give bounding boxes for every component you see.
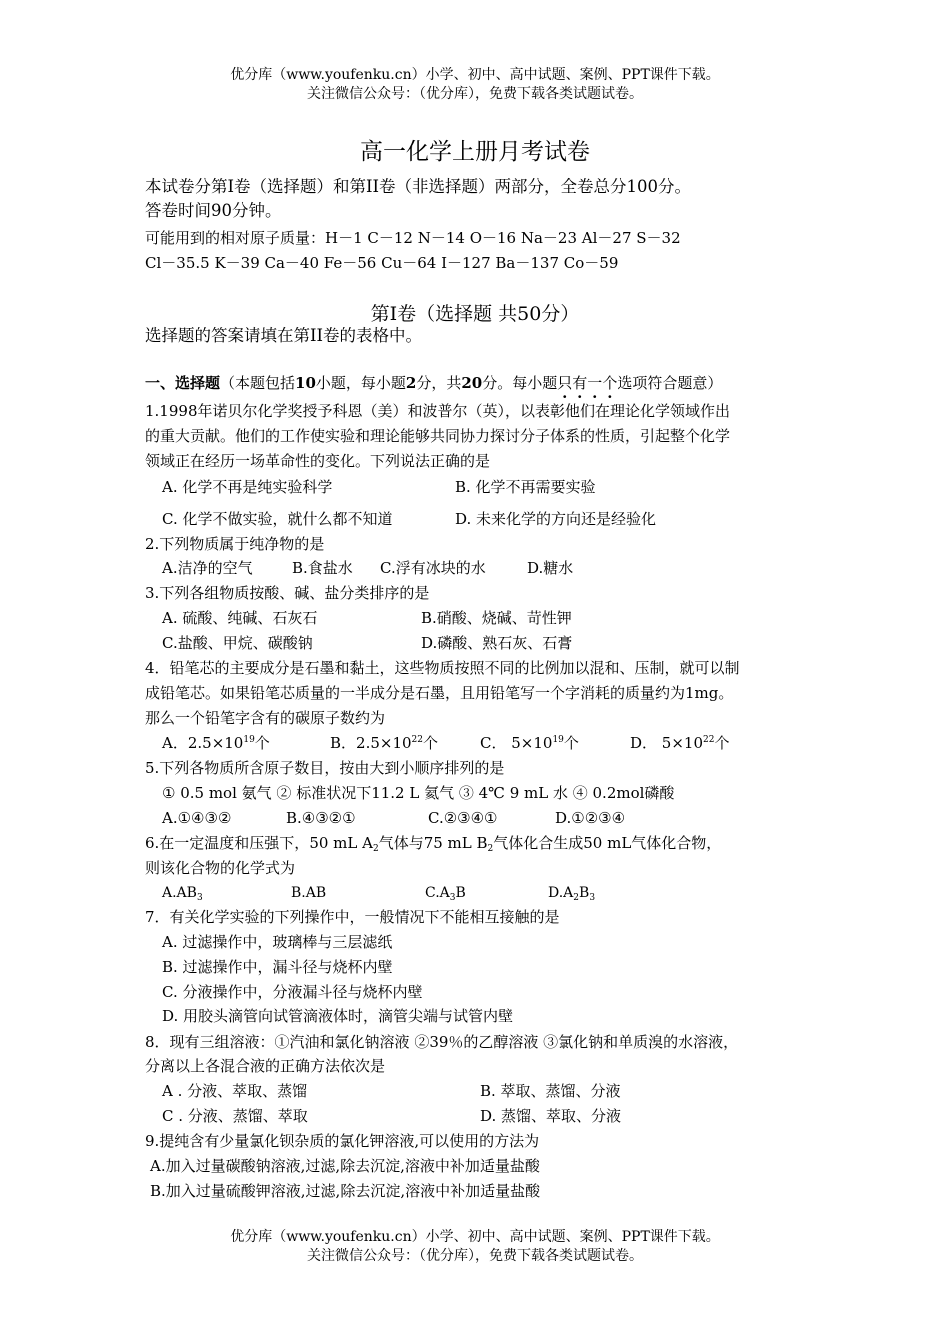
- part-desc: 分。每小题: [482, 374, 558, 392]
- q7-option-b: B. 过滤操作中，漏斗径与烧杯内壁: [162, 958, 393, 976]
- q4-option-c: C． $5\times 10^{19}$个: [480, 734, 579, 752]
- q7-option-a: A. 过滤操作中，玻璃棒与三层滤纸: [162, 933, 393, 951]
- q3-stem: 3.下列各组物质按酸、碱、盐分类排序的是: [145, 584, 430, 602]
- q9-option-b: B.加入过量硫酸钾溶液,过滤,除去沉淀,溶液中补加适量盐酸: [150, 1182, 541, 1200]
- q8-stem-2: 分离以上各混合液的正确方法依次是: [145, 1057, 386, 1075]
- q1-option-a: A. 化学不再是纯实验科学: [162, 478, 333, 496]
- intro-line-1: 本试卷分第Ⅰ卷（选择题）和第II卷（非选择题）两部分，全卷总分100分。: [145, 177, 692, 196]
- part-total: 20: [461, 374, 483, 392]
- part-desc: 小题，每小题: [315, 374, 406, 392]
- q3-option-b: B.硝酸、烧碱、苛性钾: [421, 609, 572, 627]
- q1-stem-2: 的重大贡献。他们的工作使实验和理论能够共同协力探讨分子体系的性质，引起整个化学: [145, 427, 731, 445]
- q7-option-c: C. 分液操作中，分液漏斗径与烧杯内壁: [162, 983, 423, 1001]
- q2-option-d: D.糖水: [527, 559, 574, 577]
- q9-stem: 9.提纯含有少量氯化钡杂质的氯化钾溶液,可以使用的方法为: [145, 1132, 540, 1150]
- part-desc: （本题包括: [220, 374, 296, 392]
- intro-line-2: 答卷时间90分钟。: [145, 201, 282, 220]
- q6-option-a: $A.AB_3$: [162, 885, 203, 903]
- q1-option-d: D. 未来化学的方向还是经验化: [455, 510, 657, 528]
- section-title: 第Ⅰ卷（选择题 共50分）: [370, 303, 580, 325]
- q8-option-c: C . 分液、蒸馏、萃取: [162, 1107, 308, 1125]
- q8-option-b: B. 萃取、蒸馏、分液: [480, 1082, 621, 1100]
- part-label: 一、选择题: [145, 374, 221, 392]
- q6-stem-1: 6.在一定温度和压强下，50 mL $A_2$气体与75 mL $B_2$气体化合生成50 mL气体化合物，: [145, 834, 722, 854]
- q2-option-c: C.浮有冰块的水: [380, 559, 486, 577]
- q5-option-c: C.②③④①: [428, 809, 498, 827]
- q6-stem-2: 则该化合物的化学式为: [145, 859, 296, 877]
- q6-option-c: $C.A_3B$: [425, 885, 466, 903]
- q4-option-a: A．$2.5\times 10^{19}$个: [162, 734, 270, 752]
- part-emphasis: 只有一个: [557, 374, 618, 392]
- q1-option-c: C. 化学不做实验，就什么都不知道: [162, 510, 393, 528]
- q7-option-d: D. 用胶头滴管向试管滴液体时，滴管尖端与试管内壁: [162, 1007, 514, 1025]
- q4-option-b: B．$2.5\times 10^{22}$个: [330, 734, 439, 752]
- header-line-2: 关注微信公众号：（优分库），免费下载各类试题试卷。: [307, 86, 643, 102]
- q3-option-c: C.盐酸、甲烷、碳酸钠: [162, 634, 313, 652]
- q4-option-d: D． $5\times 10^{22}$个: [630, 734, 730, 752]
- atomic-masses-line-1: 可能用到的相对原子质量：H－1 C－12 N－14 O－16 Na－23 Al－27 S－32: [145, 229, 681, 247]
- q9-option-a: A.加入过量碳酸钠溶液,过滤,除去沉淀,溶液中补加适量盐酸: [150, 1157, 540, 1175]
- q5-option-a: A.①④③②: [162, 809, 232, 827]
- page-title: 高一化学上册月考试卷: [360, 139, 590, 165]
- q8-option-d: D. 蒸馏、萃取、分液: [480, 1107, 622, 1125]
- q4-stem-3: 那么一个铅笔字含有的碳原子数约为: [145, 709, 386, 727]
- q6-option-d: $D.A_2B_3$: [548, 885, 596, 903]
- q8-stem-1: 8．现有三组溶液：①汽油和氯化钠溶液 ②39％的乙醇溶液 ③氯化钠和单质溴的水溶液，: [145, 1033, 739, 1051]
- q5-option-b: B.④③②①: [286, 809, 356, 827]
- q2-option-b: B.食盐水: [292, 559, 353, 577]
- part-heading: [145, 373, 722, 393]
- q3-option-d: D.磷酸、熟石灰、石膏: [421, 634, 573, 652]
- section-note: 选择题的答案请填在第II卷的表格中。: [145, 326, 423, 345]
- q1-option-b: B. 化学不再需要实验: [455, 478, 596, 496]
- q4-stem-1: 4．铅笔芯的主要成分是石墨和黏土，这些物质按照不同的比例加以混和、压制，就可以制: [145, 659, 740, 677]
- atomic-masses-line-2: Cl－35.5 K－39 Ca－40 Fe－56 Cu－64 I－127 Ba－137 Co－59: [145, 254, 619, 272]
- part-count: 10: [295, 374, 316, 392]
- part-points: 2: [405, 374, 417, 392]
- q2-option-a: A.洁净的空气: [162, 559, 253, 577]
- q5-option-d: D.①②③④: [555, 809, 626, 827]
- q5-stem: 5.下列各物质所含原子数目，按由大到小顺序排列的是: [145, 759, 505, 777]
- part-desc: 选项符合题意）: [617, 374, 723, 392]
- q4-stem-2: 成铅笔芯。如果铅笔芯质量的一半成分是石墨，且用铅笔写一个字消耗的质量约为1mg。: [145, 684, 734, 702]
- q5-items: ① 0.5 mol 氨气 ② 标准状况下11.2 L 氦气 ③ 4℃ 9 mL 水 ④ 0.2mol磷酸: [162, 784, 675, 802]
- q1-stem-3: 领域正在经历一场革命性的变化。下列说法正确的是: [145, 452, 491, 470]
- part-desc: 分，共: [416, 374, 462, 392]
- q6-option-b: B.AB: [291, 885, 327, 901]
- header-line-1: 优分库（www.youfenku.cn）小学、初中、高中试题、案例、PPT课件下载。: [230, 67, 720, 83]
- q7-stem: 7．有关化学实验的下列操作中，一般情况下不能相互接触的是: [145, 908, 560, 926]
- footer-line-2: 关注微信公众号：（优分库），免费下载各类试题试卷。: [307, 1248, 643, 1264]
- q1-stem-1: 1.1998年诺贝尔化学奖授予科恩（美）和波普尔（英），以表彰他们在理论化学领域作出: [145, 402, 730, 420]
- q8-option-a: A . 分液、萃取、蒸馏: [162, 1082, 308, 1100]
- q2-stem: 2.下列物质属于纯净物的是: [145, 535, 325, 553]
- q3-option-a: A. 硫酸、纯碱、石灰石: [162, 609, 318, 627]
- footer-line-1: 优分库（www.youfenku.cn）小学、初中、高中试题、案例、PPT课件下载。: [230, 1229, 720, 1245]
